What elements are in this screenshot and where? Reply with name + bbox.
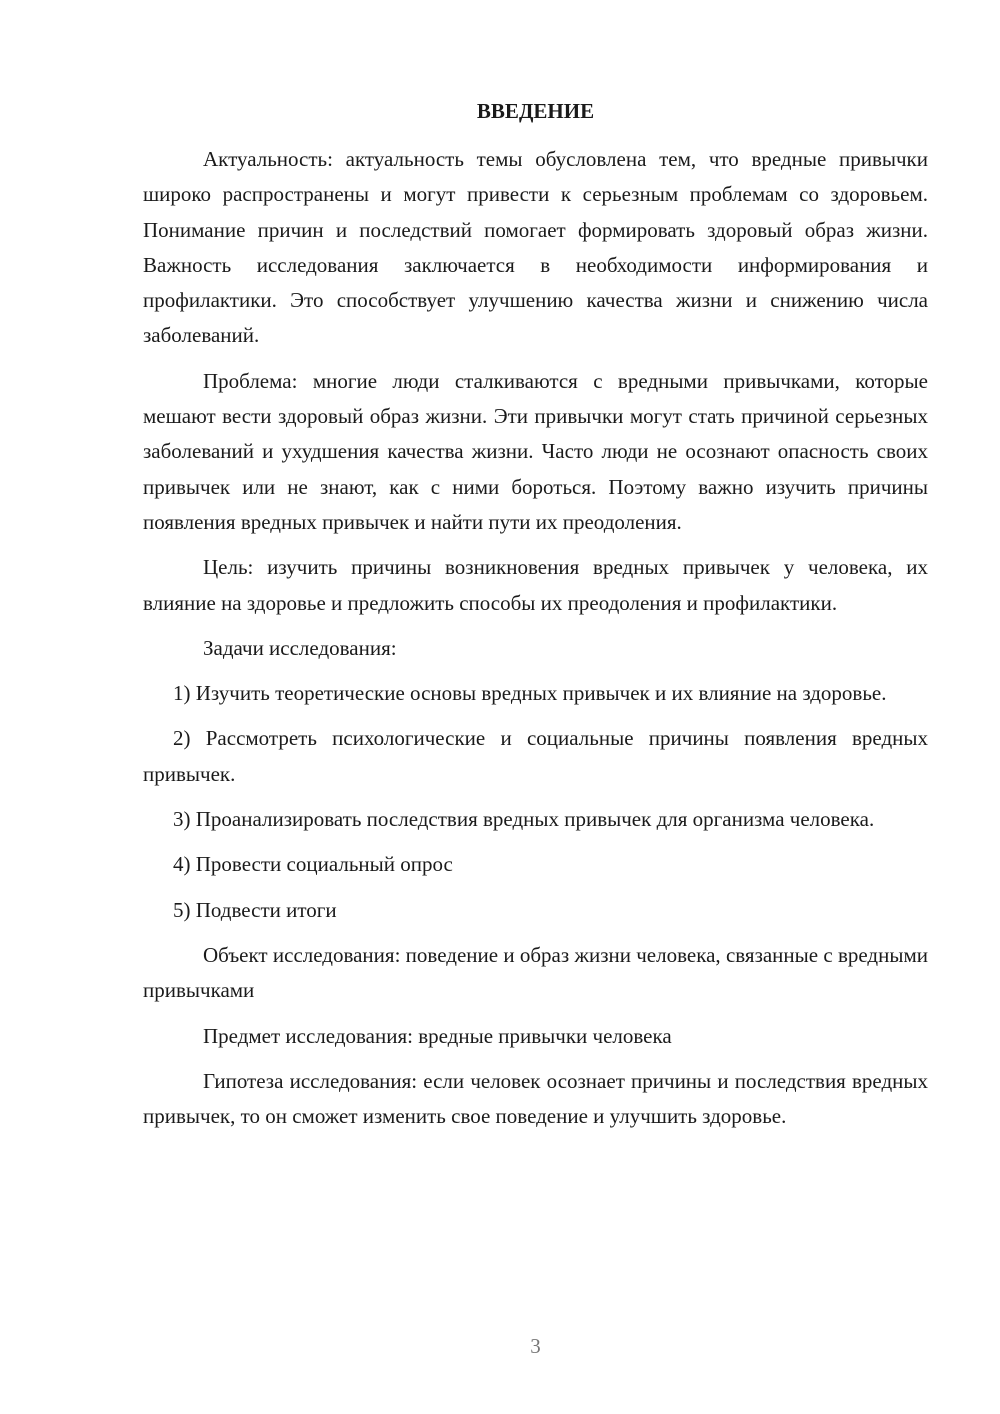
task-item-4: 4) Провести социальный опрос xyxy=(173,852,453,877)
document-page xyxy=(143,0,928,1414)
paragraph-subject: Предмет исследования: вредные привычки человека xyxy=(203,1023,672,1048)
paragraph-hypothesis: Гипотеза исследования: если человек осознает причины и последствия вредных привычек, то он сможет изменить свое поведение и улучшить здоровье. xyxy=(143,1068,928,1129)
document-body xyxy=(143,142,928,1144)
section-heading: ВВЕДЕНИЕ xyxy=(476,99,595,123)
paragraph-goal: Цель: изучить причины возникновения вредных привычек у человека, их влияние на здоровье и предложить способы их преодоления и профилактики. xyxy=(143,555,928,615)
task-item-1: 1) Изучить теоретические основы вредных привычек и их влияние на здоровье. xyxy=(173,681,887,706)
paragraph-tasks-title: Задачи исследования: xyxy=(203,635,397,660)
page-number: 3 xyxy=(530,1334,541,1358)
task-item-5: 5) Подвести итоги xyxy=(173,897,337,922)
task-item-3: 3) Проанализировать последствия вредных привычек для организма человека. xyxy=(173,807,875,832)
paragraph-relevance: Актуальность: актуальность темы обусловлена тем, что вредные привычки широко распространены и могут привести к серьезным проблемам со здоровьем. Понимание причин и последствий помогает формировать здоровый образ жизни. Важность исследования заключается в необходимости информирования и профилактики. Это способствует улучшению качества жизни и снижению числа заболеваний. xyxy=(143,147,928,348)
task-item-2: 2) Рассмотреть психологические и социальные причины появления вредных привычек. xyxy=(143,726,928,786)
paragraph-object: Объект исследования: поведение и образ жизни человека, связанные с вредными привычками xyxy=(143,942,928,1003)
paragraph-problem: Проблема: многие люди сталкиваются с вредными привычками, которые мешают вести здоровый образ жизни. Эти привычки могут стать причиной серьезных заболеваний и ухудшения качества жизни. Часто люди не осознают опасность своих привычек или не знают, как с ними бороться. Поэтому важно изучить причины появления вредных привычек и найти пути их преодоления. xyxy=(143,368,928,534)
